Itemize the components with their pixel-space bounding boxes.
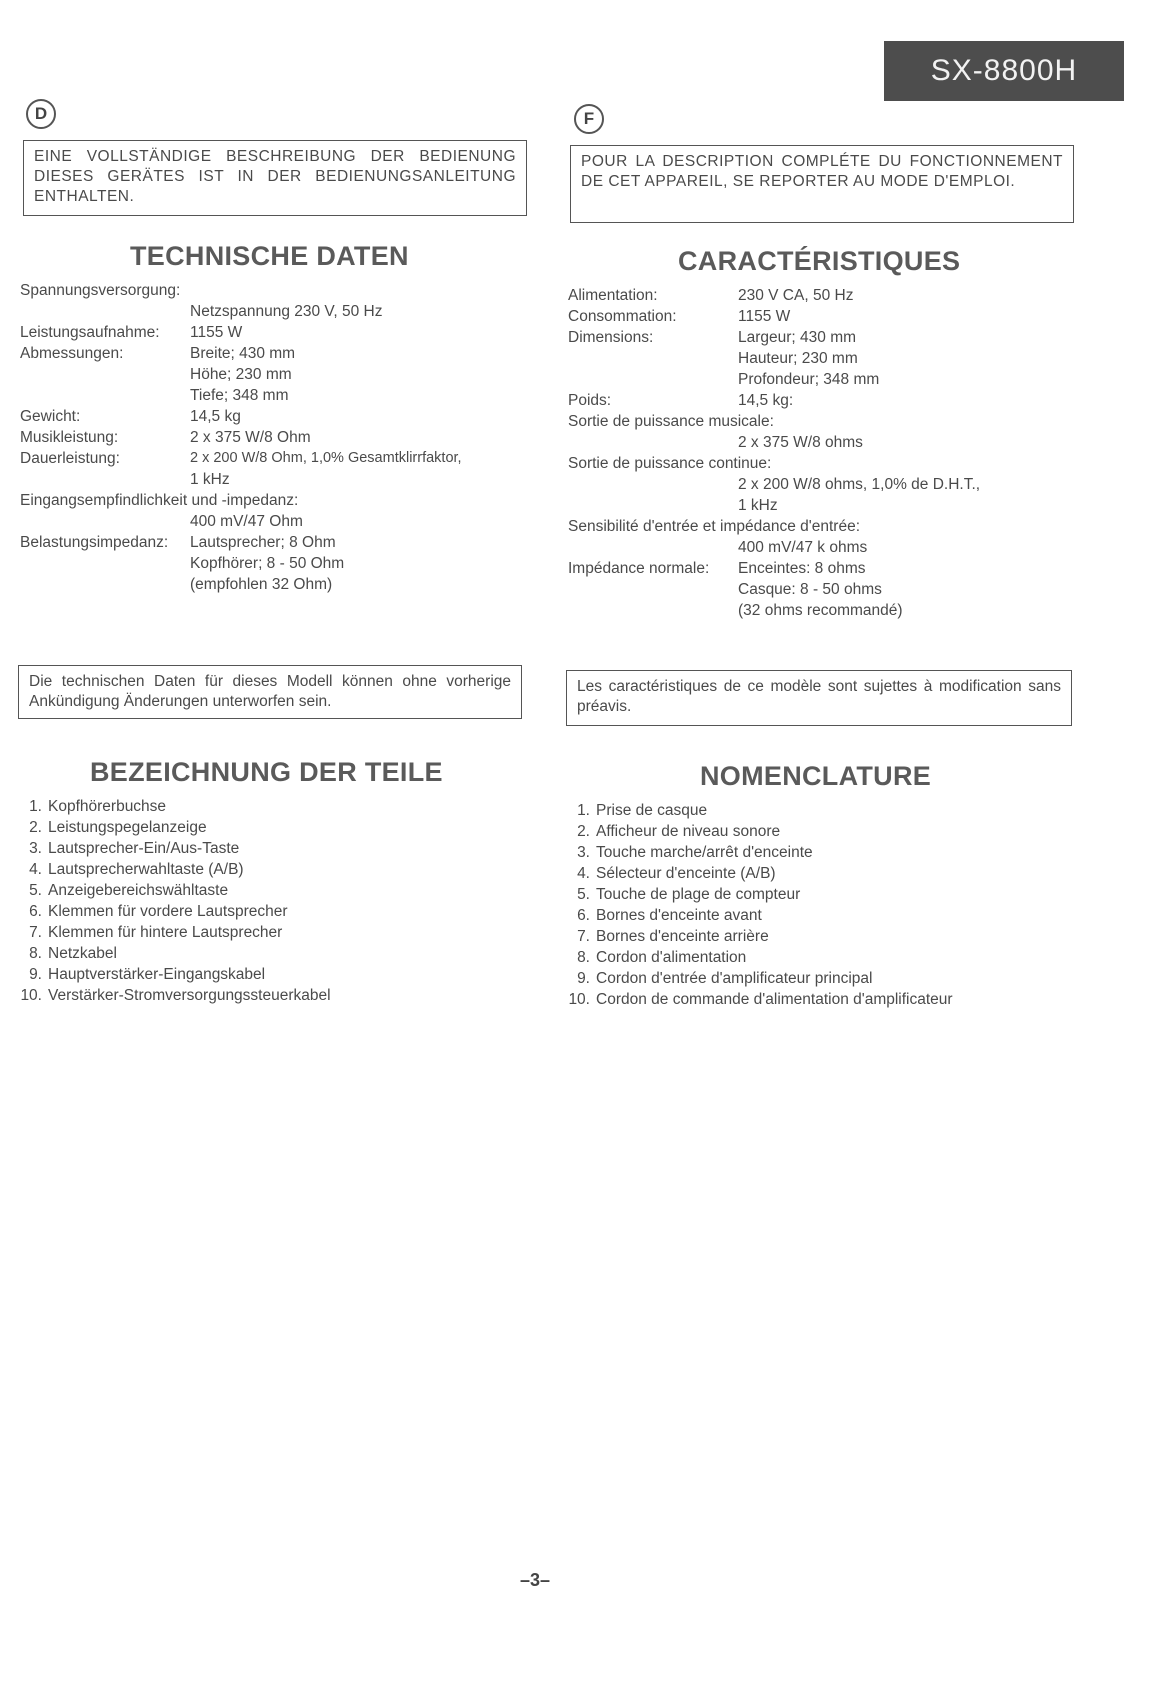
list-item: [14, 796, 331, 817]
spec-value: Kopfhörer; 8 - 50 Ohm: [190, 555, 345, 572]
spec-value: Profondeur; 348 mm: [738, 371, 880, 388]
spec-value: 14,5 kg:: [738, 392, 794, 409]
spec-label: Gewicht:: [20, 408, 81, 425]
spec-value: Hauteur; 230 mm: [738, 350, 858, 367]
item-number: 3.: [577, 844, 590, 861]
item-text: Bornes d'enceinte avant: [596, 907, 762, 924]
item-number: 7.: [29, 924, 42, 941]
spec-value: 400 mV/47 k ohms: [738, 539, 868, 556]
spec-label: Abmessungen:: [20, 345, 124, 362]
item-number: 2.: [577, 823, 590, 840]
spec-value: Enceintes: 8 ohms: [738, 560, 866, 577]
spec-label: Musikleistung:: [20, 429, 119, 446]
item-number: 6.: [577, 907, 590, 924]
spec-value: 2 x 375 W/8 ohms: [738, 434, 863, 451]
spec-value: Netzspannung 230 V, 50 Hz: [190, 303, 383, 320]
item-text: Klemmen für hintere Lautsprecher: [48, 924, 283, 941]
spec-value: Höhe; 230 mm: [190, 366, 292, 383]
spec-label: Belastungsimpedanz:: [20, 534, 169, 551]
item-number: 4.: [577, 865, 590, 882]
notice-box-de: Die technischen Daten für dieses Modell können ohne vorherige Ankündigung Änderungen unterworfen sein.: [18, 665, 522, 719]
list-item: [562, 842, 953, 863]
specs-title-de: TECHNISCHE DATEN: [130, 241, 409, 271]
item-text: Touche de plage de compteur: [596, 886, 801, 903]
spec-value: 2 x 200 W/8 ohms, 1,0% de D.H.T.,: [738, 476, 981, 493]
spec-value: Breite; 430 mm: [190, 345, 296, 362]
specs-title-fr: CARACTÉRISTIQUES: [678, 246, 961, 276]
list-item: [14, 901, 331, 922]
list-item: [14, 880, 331, 901]
item-number: 4.: [29, 861, 42, 878]
item-text: Sélecteur d'enceinte (A/B): [596, 865, 776, 882]
list-item: [14, 817, 331, 838]
spec-value: Tiefe; 348 mm: [190, 387, 289, 404]
list-item: [14, 859, 331, 880]
item-number: 10.: [20, 987, 42, 1004]
spec-value: 14,5 kg: [190, 408, 241, 425]
spec-value: 1 kHz: [738, 497, 778, 514]
spec-value: 2 x 375 W/8 Ohm: [190, 429, 311, 446]
item-number: 7.: [577, 928, 590, 945]
item-number: 5.: [29, 882, 42, 899]
item-text: Kopfhörerbuchse: [48, 798, 167, 815]
spec-label: Alimentation:: [568, 287, 658, 304]
parts-title-de: BEZEICHNUNG DER TEILE: [90, 757, 443, 787]
specs-list-fr: [568, 285, 1088, 621]
spec-value: 1155 W: [190, 324, 243, 341]
spec-label: Sortie de puissance continue:: [568, 455, 772, 472]
spec-label: Spannungsversorgung:: [20, 282, 181, 299]
spec-label: Poids:: [568, 392, 612, 409]
page-number: –3–: [520, 1570, 551, 1590]
spec-label: Leistungsaufnahme:: [20, 324, 160, 341]
list-item: [14, 922, 331, 943]
item-text: Cordon d'entrée d'amplificateur principal: [596, 970, 873, 987]
list-item: [14, 838, 331, 859]
specs-list-de: [20, 280, 540, 595]
item-number: 1.: [577, 802, 590, 819]
item-number: 9.: [29, 966, 42, 983]
list-item: [562, 821, 953, 842]
item-number: 10.: [568, 991, 590, 1008]
language-mark-de: D: [26, 99, 56, 129]
spec-value: 2 x 200 W/8 Ohm, 1,0% Gesamtklirrfaktor,: [190, 450, 462, 466]
item-text: Lautsprecherwahltaste (A/B): [48, 861, 244, 878]
spec-value: Largeur; 430 mm: [738, 329, 857, 346]
item-text: Prise de casque: [596, 802, 708, 819]
item-text: Cordon de commande d'alimentation d'amplificateur: [596, 991, 953, 1008]
spec-value: 400 mV/47 Ohm: [190, 513, 303, 530]
item-text: Cordon d'alimentation: [596, 949, 747, 966]
item-number: 8.: [29, 945, 42, 962]
item-text: Bornes d'enceinte arrière: [596, 928, 769, 945]
parts-title-fr: NOMENCLATURE: [700, 761, 932, 791]
spec-label: Consommation:: [568, 308, 677, 325]
list-item: [562, 884, 953, 905]
item-number: 6.: [29, 903, 42, 920]
parts-list-fr: [562, 800, 953, 1010]
list-item: [562, 968, 953, 989]
intro-note-fr: POUR LA DESCRIPTION COMPLÉTE DU FONCTIONNEMENT DE CET APPAREIL, SE REPORTER AU MODE D'EMPLOI.: [570, 145, 1074, 223]
list-item: [562, 905, 953, 926]
list-item: [562, 947, 953, 968]
item-number: 3.: [29, 840, 42, 857]
spec-value: 1155 W: [738, 308, 791, 325]
spec-label: Impédance normale:: [568, 560, 710, 577]
list-item: [562, 926, 953, 947]
item-text: Klemmen für vordere Lautsprecher: [48, 903, 288, 920]
model-badge: SX-8800H: [884, 41, 1124, 101]
language-mark-fr: F: [574, 104, 604, 134]
list-item: [562, 989, 953, 1010]
spec-label: Sortie de puissance musicale:: [568, 413, 774, 430]
spec-value: 1 kHz: [190, 471, 230, 488]
spec-value: 230 V CA, 50 Hz: [738, 287, 854, 304]
item-number: 5.: [577, 886, 590, 903]
notice-box-fr: Les caractéristiques de ce modèle sont sujettes à modification sans préavis.: [566, 670, 1072, 726]
spec-value: Casque: 8 - 50 ohms: [738, 581, 882, 598]
item-text: Touche marche/arrêt d'enceinte: [596, 844, 813, 861]
spec-value: Lautsprecher; 8 Ohm: [190, 534, 336, 551]
item-text: Afficheur de niveau sonore: [596, 823, 781, 840]
item-text: Anzeigebereichswähltaste: [48, 882, 229, 899]
spec-label: Dauerleistung:: [20, 450, 120, 467]
item-text: Hauptverstärker-Eingangskabel: [48, 966, 266, 983]
item-text: Verstärker-Stromversorgungssteuerkabel: [48, 987, 331, 1004]
item-text: Netzkabel: [48, 945, 117, 962]
item-number: 9.: [577, 970, 590, 987]
list-item: [14, 964, 331, 985]
list-item: [562, 800, 953, 821]
list-item: [562, 863, 953, 884]
list-item: [14, 943, 331, 964]
parts-list-de: [14, 796, 331, 1006]
intro-note-de: EINE VOLLSTÄNDIGE BESCHREIBUNG DER BEDIENUNG DIESES GERÄTES IST IN DER BEDIENUNGSANLEITUNG ENTHALTEN.: [23, 140, 527, 216]
spec-value: (32 ohms recommandé): [738, 602, 903, 619]
item-text: Lautsprecher-Ein/Aus-Taste: [48, 840, 240, 857]
item-text: Leistungspegelanzeige: [48, 819, 207, 836]
list-item: [14, 985, 331, 1006]
spec-label: Sensibilité d'entrée et impédance d'entrée:: [568, 518, 860, 535]
spec-label: Eingangsempfindlichkeit und -impedanz:: [20, 492, 299, 509]
spec-value: (empfohlen 32 Ohm): [190, 576, 333, 593]
spec-label: Dimensions:: [568, 329, 654, 346]
item-number: 1.: [29, 798, 42, 815]
item-number: 2.: [29, 819, 42, 836]
item-number: 8.: [577, 949, 590, 966]
